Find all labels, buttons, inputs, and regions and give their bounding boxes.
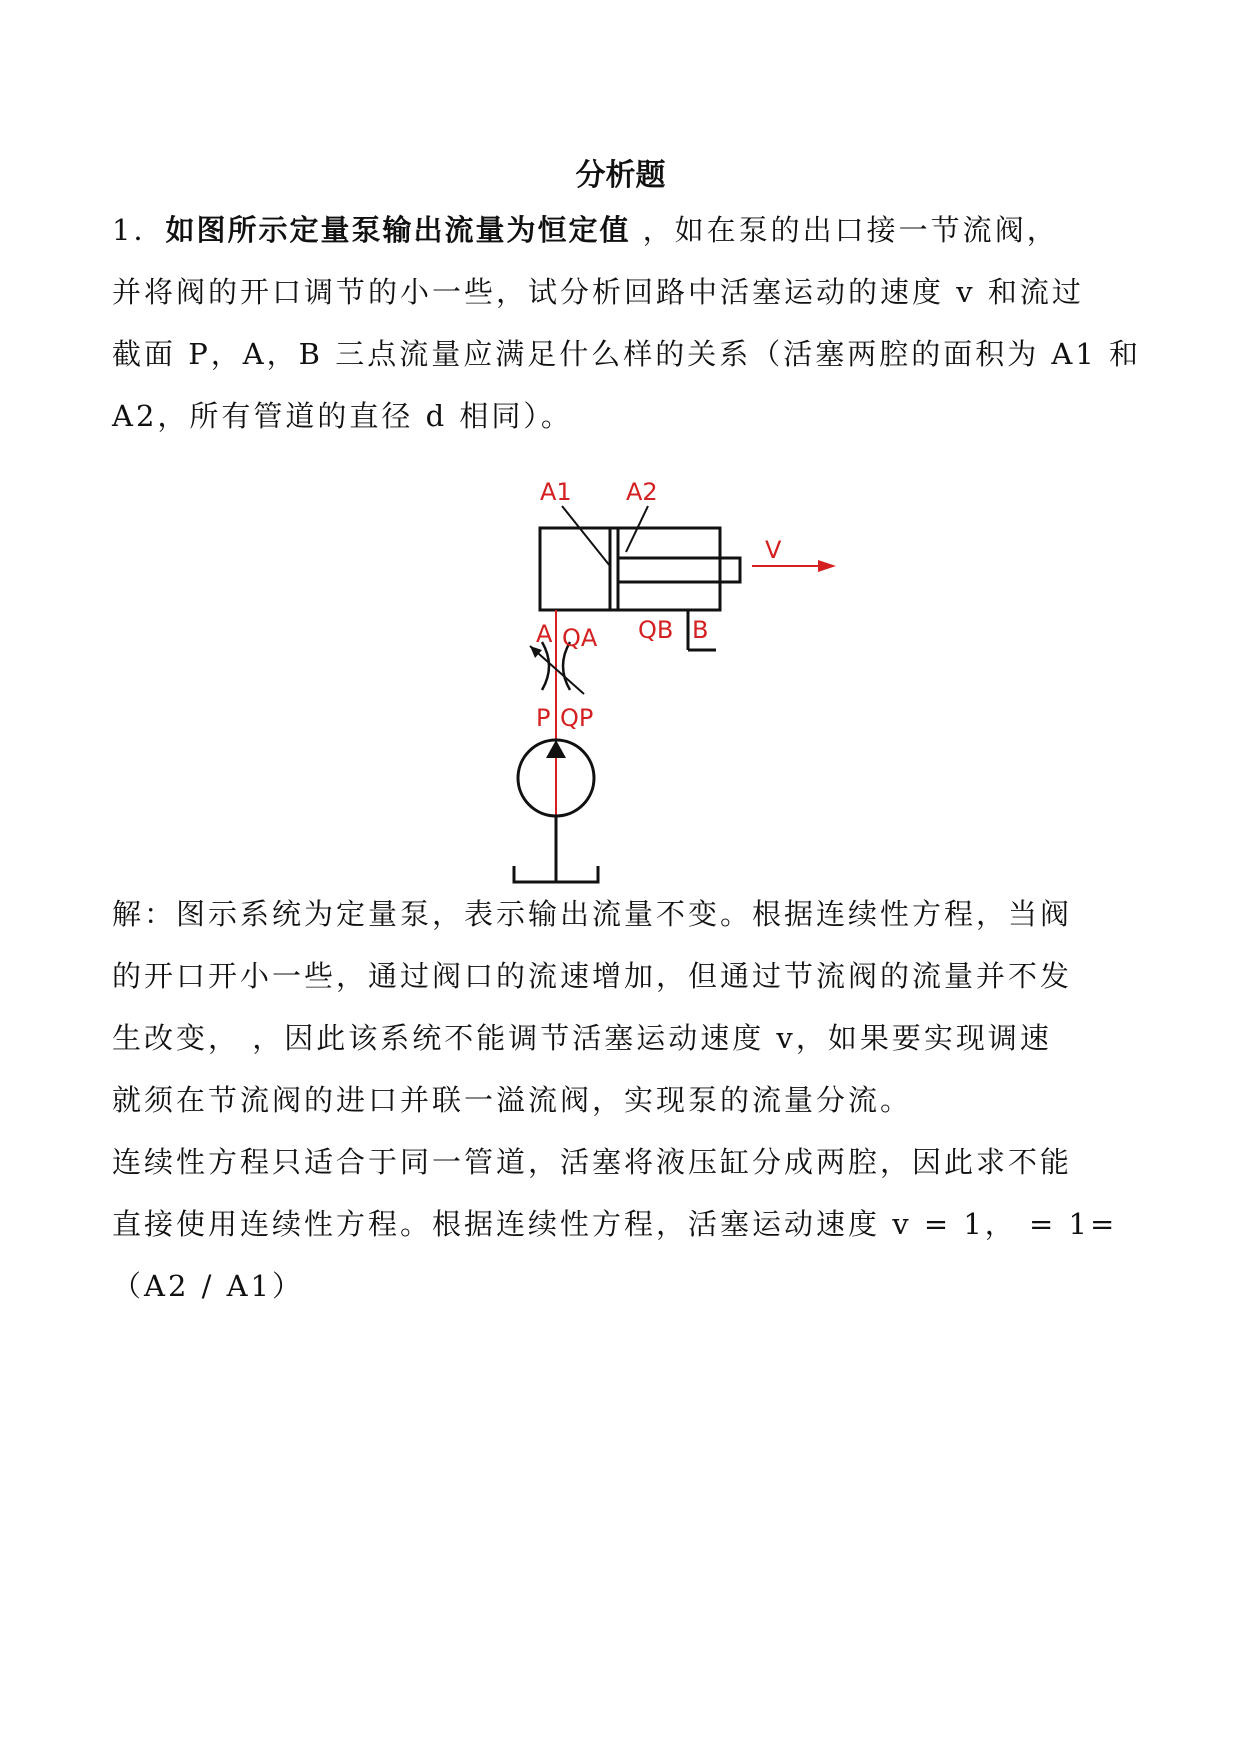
cylinder-body	[540, 528, 720, 610]
page-title: 分析题	[575, 158, 666, 193]
question-line-3: 截面 P，A，B 三点流量应满足什么样的关系（活塞两腔的面积为 A1 和	[112, 337, 1142, 371]
velocity-arrowhead	[818, 560, 836, 572]
question-number: 1．	[112, 213, 166, 247]
answer-line-3: 生改变， ，因此该系统不能调节活塞运动速度 v，如果要实现调速	[112, 1021, 1052, 1055]
question-line-4: A2，所有管道的直径 d 相同）。	[112, 399, 573, 433]
question-line-2: 并将阀的开口调节的小一些，试分析回路中活塞运动的速度 v 和流过	[112, 275, 1084, 309]
a1-leader	[562, 506, 610, 566]
label-qa: QA	[562, 624, 598, 652]
label-a: A	[536, 620, 553, 648]
label-qb: QB	[638, 616, 674, 644]
question-bold-lead: 如图所示定量泵输出流量为恒定值	[165, 213, 631, 247]
label-v: V	[765, 536, 782, 564]
label-a2: A2	[626, 478, 658, 506]
answer-line-2: 的开口开小一些，通过阀口的流速增加，但通过节流阀的流量并不发	[112, 959, 1073, 993]
answer-line-1: 解：图示系统为定量泵，表示输出流量不变。根据连续性方程，当阀	[112, 897, 1073, 931]
question-line-1	[112, 208, 1130, 249]
answer-line-6: 直接使用连续性方程。根据连续性方程，活塞运动速度 v = 1， = 1=	[112, 1207, 1118, 1241]
label-b: B	[692, 616, 709, 644]
piston-rod	[618, 558, 740, 582]
label-qp: QP	[560, 704, 594, 732]
answer-line-5: 连续性方程只适合于同一管道，活塞将液压缸分成两腔，因此求不能	[112, 1145, 1073, 1179]
question-line-1-rest: ，如在泵的出口接一节流阀，	[630, 213, 1059, 247]
answer-line-7: （A2 / A1）	[112, 1269, 304, 1303]
answer-line-4: 就须在节流阀的进口并联一溢流阀，实现泵的流量分流。	[112, 1083, 913, 1117]
pump-arrow	[546, 740, 566, 758]
hydraulic-circuit-diagram	[500, 470, 880, 950]
label-a1: A1	[540, 478, 572, 506]
label-p: P	[536, 704, 551, 732]
